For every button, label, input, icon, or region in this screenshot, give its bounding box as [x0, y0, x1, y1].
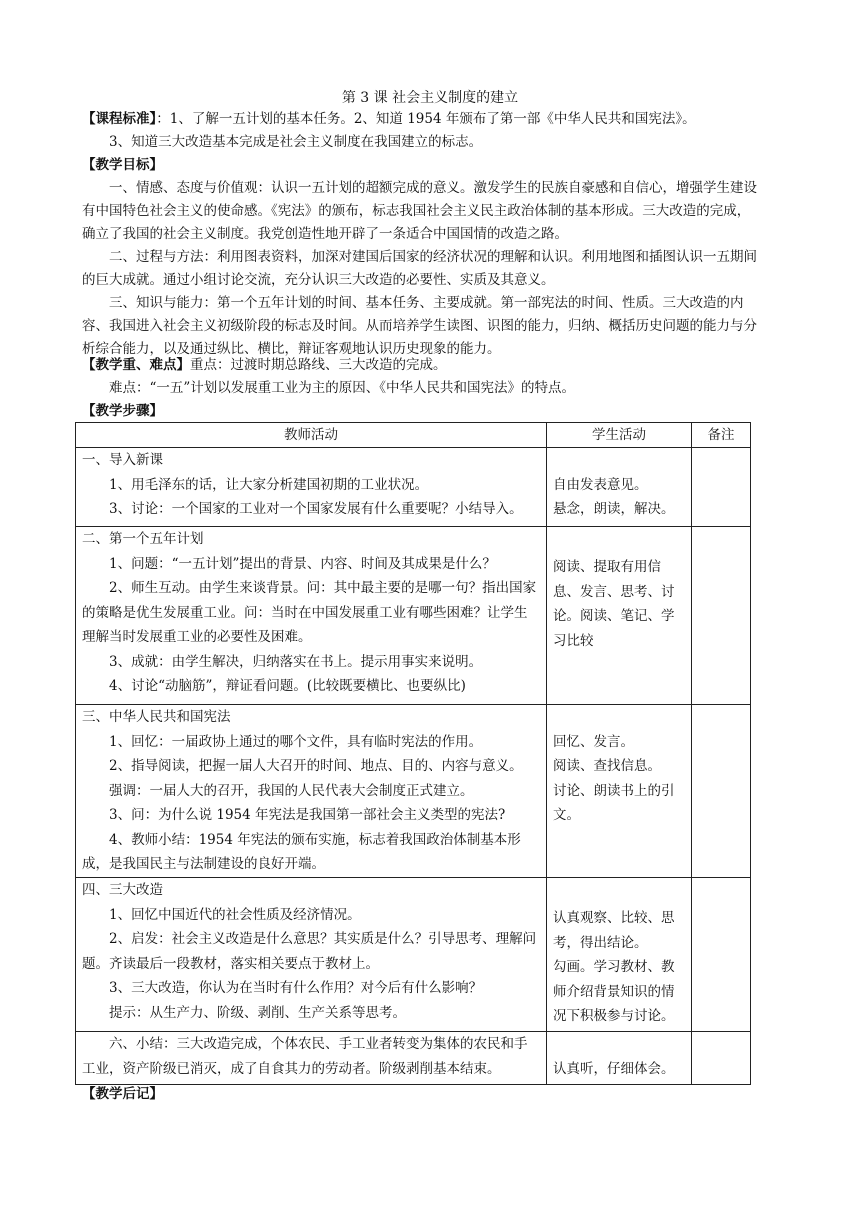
student-cell [547, 448, 692, 527]
teacher-line: 4、教师小结：1954 年宪法的颁布实施，标志着我国政治体制基本形成，是我国民主与法制建设的良好开端。 [82, 831, 521, 872]
student-line: 认真听，仔细体会。 [553, 1060, 675, 1077]
key-point-text: 重点：过渡时期总路线、三大改造的完成。 [190, 357, 447, 373]
student-cell [547, 1032, 692, 1085]
teacher-cell [76, 448, 547, 527]
student-cell [547, 705, 692, 878]
teacher-line: 3、成就：由学生解决，归纳落实在书上。提示用事实来说明。 [109, 653, 483, 670]
teacher-line: 4、讨论“动脑筋”，辩证看问题。(比较既要横比、也要纵比) [109, 678, 466, 694]
key-points-label: 【教学重、难点】 [82, 357, 190, 373]
objective-emotion: 一、情感、态度与价值观：认识一五计划的超额完成的意义。激发学生的民族自豪感和自信心，增强学生建设有中国特色社会主义的使命感。《宪法》的颁布，标志我国社会主义民主政治体制的基本形成。三大改造的完成，确立了我国的社会主义制度。我党创造性地开辟了一条适合中国国情的改造之路。 [82, 180, 757, 242]
teacher-line: 3、问：为什么说 1954 年宪法是我国第一部社会主义类型的宪法? [109, 807, 506, 823]
header-student-activity: 学生活动 [547, 423, 692, 448]
row-heading: 三、中华人民共和国宪法 [82, 709, 231, 725]
difficult-point-text: 难点：“一五”计划以发展重工业为主的原因、《中华人民共和国宪法》的特点。 [109, 380, 576, 396]
teacher-line: 3、三大改造，你认为在当时有什么作用？对今后有什么影响？ [109, 980, 483, 996]
summary-line: 六、小结：三大改造完成，个体农民、手工业者转变为集体的农民和手工业，资产阶级已消灭，成了自食其力的劳动者。阶级剥削基本结束。 [82, 1036, 528, 1077]
student-line: 讨论、朗读书上的引文。 [553, 782, 675, 823]
student-line: 回忆、发言。 [553, 733, 634, 750]
objective-knowledge: 三、知识与能力：第一个五年计划的时间、基本任务、主要成就。第一部宪法的时间、性质。三大改造的内容、我国进入社会主义初级阶段的标志及时间。从而培养学生读图、识图的能力，归纳、概括历史问题的能力与分析综合能力，以及通过纵比、横比，辩证客观地认识历史现象的能力。 [82, 295, 757, 357]
table-row [76, 1032, 751, 1085]
notes-cell [692, 448, 751, 527]
student-line: 悬念，朗读，解决。 [553, 501, 675, 517]
teacher-line: 1、回忆：一届政协上通过的哪个文件，具有临时宪法的作用。 [109, 733, 483, 750]
course-standard-line1 [82, 108, 758, 131]
table-header-row [76, 423, 751, 448]
teacher-line: 2、师生互动。由学生来谈背景。问：其中最主要的是哪一句？指出国家的策略是优生发展重工业。问：当时在中国发展重工业有哪些困难？让学生理解当时发展重工业的必要性及困难。 [82, 580, 537, 645]
teacher-line: 3、讨论：一个国家的工业对一个国家发展有什么重要呢？小结导入。 [109, 501, 523, 517]
row-heading: 二、第一个五年计划 [82, 531, 204, 547]
student-line: 认真观察、比较、思考，得出结论。 [553, 910, 675, 951]
table-row [76, 878, 751, 1032]
notes-cell [692, 1032, 751, 1085]
teacher-line: 1、回忆中国近代的社会性质及经济情况。 [109, 906, 361, 923]
teacher-cell [76, 527, 547, 705]
notes-cell [692, 878, 751, 1032]
student-line: 自由发表意见。 [553, 476, 648, 493]
teacher-line: 2、指导阅读，把握一届人大召开的时间、地点、目的、内容与意义。 [109, 758, 523, 774]
course-standard-label: 【课程标准】 [82, 111, 157, 127]
teacher-cell [76, 705, 547, 878]
teaching-steps-table [75, 422, 751, 1085]
student-line: 勾画。学习教材、教师介绍背景知识的情况下积极参与讨论。 [553, 959, 675, 1024]
student-cell [547, 878, 692, 1032]
teacher-line: 1、用毛泽东的话，让大家分析建国初期的工业状况。 [109, 476, 429, 493]
table-row [76, 705, 751, 878]
header-teacher-activity: 教师活动 [76, 423, 547, 448]
table-row [76, 527, 751, 705]
objectives-label: 【教学目标】 [82, 157, 163, 173]
header-notes: 备注 [692, 423, 751, 448]
notes-cell [692, 527, 751, 705]
document-title: 第 3 课 社会主义制度的建立 [341, 90, 519, 106]
teacher-line: 提示：从生产力、阶级、剥削、生产关系等思考。 [109, 1004, 406, 1021]
row-heading: 一、导入新课 [82, 452, 163, 468]
row-heading: 四、三大改造 [82, 882, 163, 898]
key-points-line [82, 354, 758, 377]
steps-label: 【教学步骤】 [82, 403, 163, 419]
student-line: 阅读、提取有用信息、发言、思考、讨论。阅读、笔记、学习比较 [553, 559, 675, 649]
teacher-line: 1、问题：“一五计划”提出的背景、内容、时间及其成果是什么？ [109, 555, 496, 572]
postscript-label: 【教学后记】 [82, 1086, 163, 1102]
teacher-cell [76, 1032, 547, 1085]
teacher-line: 2、启发：社会主义改造是什么意思？其实质是什么？引导思考、理解问题。齐读最后一段教材，落实相关要点于教材上。 [82, 931, 537, 972]
teacher-cell [76, 878, 547, 1032]
objective-process: 二、过程与方法：利用图表资料，加深对建国后国家的经济状况的理解和认识。利用地图和插图认识一五期间的巨大成就。通过小组讨论交流，充分认识三大改造的必要性、实质及其意义。 [82, 249, 757, 288]
student-line: 阅读、查找信息。 [553, 758, 661, 774]
course-standard-line2: 3、知道三大改造基本完成是社会主义制度在我国建立的标志。 [109, 134, 483, 150]
table-row [76, 448, 751, 527]
notes-cell [692, 705, 751, 878]
teacher-line: 强调：一届人大的召开，我国的人民代表大会制度正式建立。 [109, 782, 474, 799]
course-standard-text1: ：1、了解一五计划的基本任务。2、知道 1954 年颁布了第一部《中华人民共和国宪法》。 [156, 111, 696, 127]
student-cell [547, 527, 692, 705]
